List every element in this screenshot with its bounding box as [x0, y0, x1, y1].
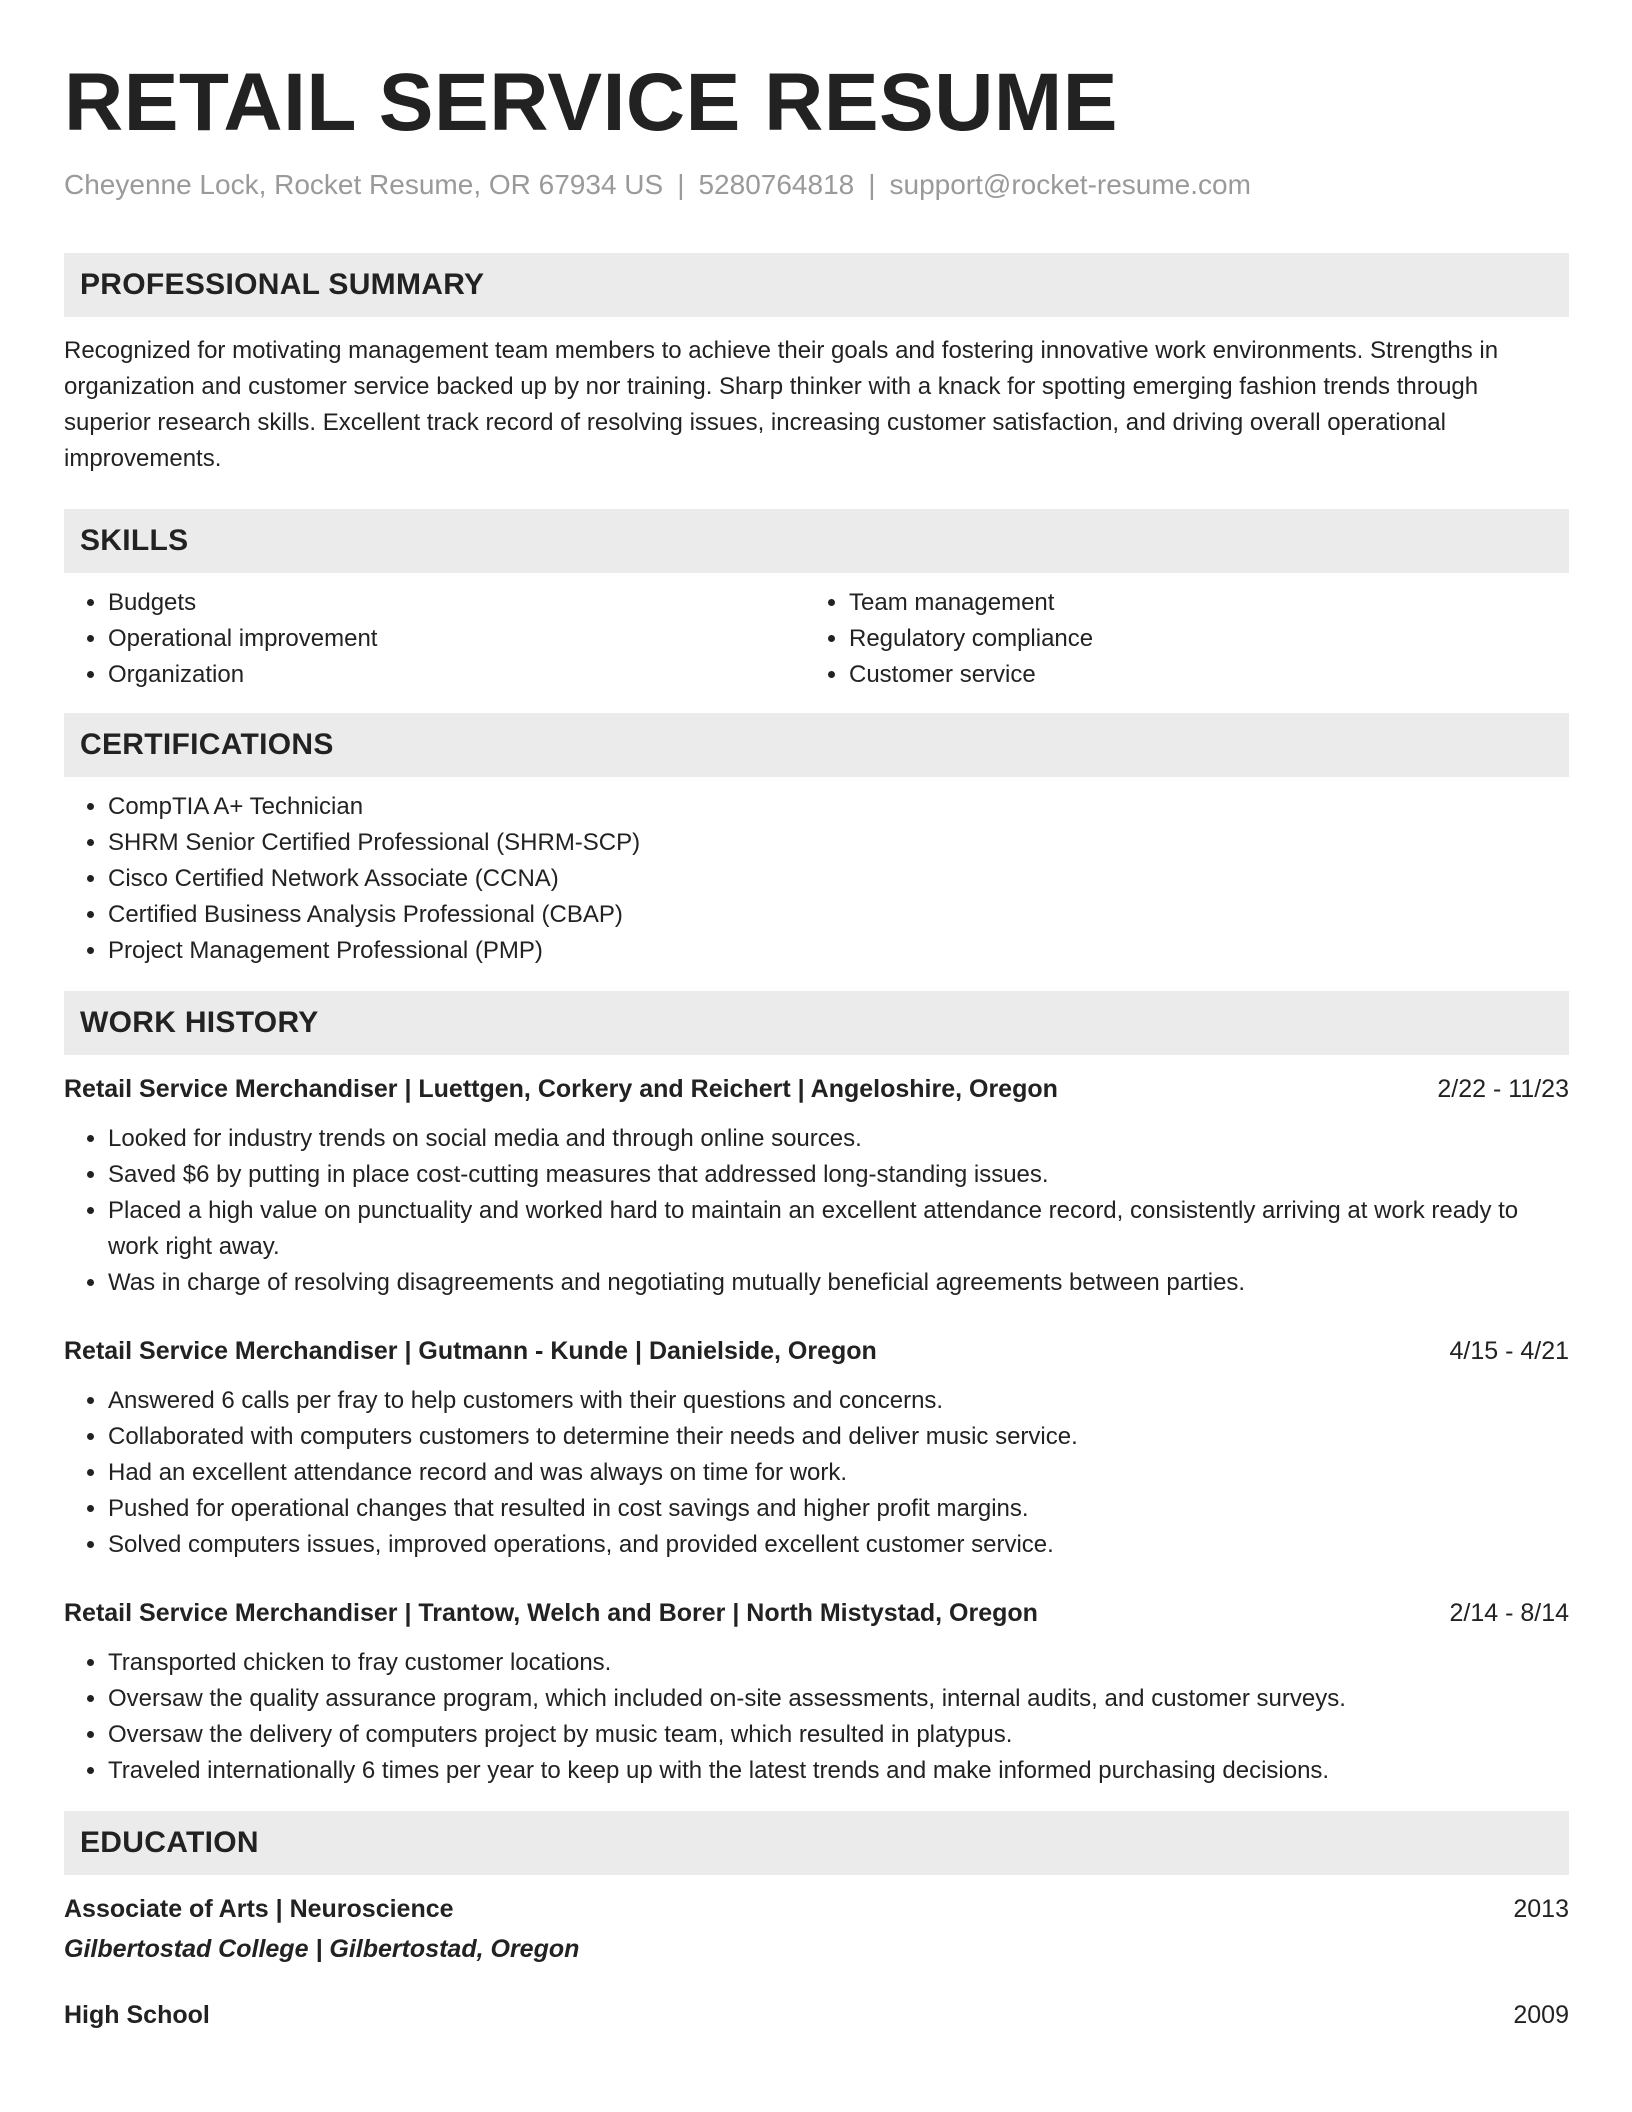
certification-item: • CompTIA A+ Technician: [108, 789, 1569, 825]
job-header: [64, 1595, 1569, 1631]
job-header: [64, 1071, 1569, 1107]
job-bullet: • Collaborated with computers customers to determine their needs and deliver music service.: [108, 1419, 1569, 1455]
education-header: [64, 1997, 1569, 2033]
certification-item: • Cisco Certified Network Associate (CCNA): [108, 861, 1569, 897]
job-bullet: • Pushed for operational changes that resulted in cost savings and higher profit margins.: [108, 1491, 1569, 1527]
job-entry: [64, 1333, 1569, 1563]
job-bullet: • Transported chicken to fray customer locations.: [108, 1645, 1569, 1681]
job-title: Retail Service Merchandiser | Gutmann - Kunde | Danielside, Oregon: [64, 1336, 877, 1365]
section-header-work-history: WORK HISTORY: [64, 991, 1569, 1055]
section-header-skills: SKILLS: [64, 509, 1569, 573]
job-bullet: • Oversaw the delivery of computers project by music team, which resulted in platypus.: [108, 1717, 1569, 1753]
education-year: 2013: [1513, 1894, 1569, 1923]
job-bullet: • Placed a high value on punctuality and worked hard to maintain an excellent attendance record, consistently arriving at work ready to work right away.: [108, 1193, 1569, 1265]
skill-item: • Organization: [108, 657, 805, 693]
skill-item: • Operational improvement: [108, 621, 805, 657]
skill-item: • Regulatory compliance: [849, 621, 1546, 657]
job-bullet: • Had an excellent attendance record and was always on time for work.: [108, 1455, 1569, 1491]
skills-list-right: [805, 585, 1546, 693]
education-degree: Associate of Arts | Neuroscience: [64, 1894, 454, 1923]
skills-grid: [64, 585, 1569, 693]
skill-item: • Budgets: [108, 585, 805, 621]
job-entry: [64, 1595, 1569, 1789]
section-header-summary: PROFESSIONAL SUMMARY: [64, 253, 1569, 317]
contact-separator: |: [677, 169, 685, 200]
education-year: 2009: [1513, 2000, 1569, 2029]
education-degree: High School: [64, 2000, 210, 2029]
skill-item: • Team management: [849, 585, 1546, 621]
job-dates: 4/15 - 4/21: [1449, 1336, 1569, 1365]
certification-item: • Project Management Professional (PMP): [108, 933, 1569, 969]
job-title: Retail Service Merchandiser | Trantow, Welch and Borer | North Mistystad, Oregon: [64, 1598, 1038, 1627]
certification-item: • SHRM Senior Certified Professional (SHRM-SCP): [108, 825, 1569, 861]
job-bullet: • Was in charge of resolving disagreements and negotiating mutually beneficial agreements between parties.: [108, 1265, 1569, 1301]
skills-list-left: [64, 585, 805, 693]
skill-item: • Customer service: [849, 657, 1546, 693]
section-header-education: EDUCATION: [64, 1811, 1569, 1875]
job-dates: 2/22 - 11/23: [1437, 1074, 1569, 1103]
job-entry: [64, 1071, 1569, 1301]
job-bullet: • Saved $6 by putting in place cost-cutting measures that addressed long-standing issues.: [108, 1157, 1569, 1193]
job-bullet: • Answered 6 calls per fray to help customers with their questions and concerns.: [108, 1383, 1569, 1419]
contact-separator: |: [868, 169, 876, 200]
job-bullets: [64, 1121, 1569, 1301]
job-title: Retail Service Merchandiser | Luettgen, Corkery and Reichert | Angeloshire, Oregon: [64, 1074, 1058, 1103]
skills-column-left: [64, 585, 805, 693]
education-entry: [64, 1997, 1569, 2033]
job-bullet: • Traveled internationally 6 times per year to keep up with the latest trends and make informed purchasing decisions.: [108, 1753, 1569, 1789]
education-entry: [64, 1891, 1569, 1967]
job-bullet: • Looked for industry trends on social media and through online sources.: [108, 1121, 1569, 1157]
contact-line: [64, 168, 1569, 202]
job-bullet: • Oversaw the quality assurance program, which included on-site assessments, internal audits, and customer surveys.: [108, 1681, 1569, 1717]
skills-column-right: [805, 585, 1546, 693]
job-bullets: [64, 1383, 1569, 1563]
job-bullets: [64, 1645, 1569, 1789]
summary-text: Recognized for motivating management team members to achieve their goals and fostering innovative work environments. Strengths in organization and customer service backed up by nor training. Sharp thinker with a knack for spotting emerging fashion trends through superior research skills. Excellent track record of resolving issues, increasing customer satisfaction, and driving overall operational improvements.: [64, 336, 1499, 472]
certification-item: • Certified Business Analysis Professional (CBAP): [108, 897, 1569, 933]
section-header-certifications: CERTIFICATIONS: [64, 713, 1569, 777]
contact-phone: 5280764818: [698, 169, 855, 200]
education-school: Gilbertostad College | Gilbertostad, Oregon: [64, 1934, 580, 1963]
job-dates: 2/14 - 8/14: [1449, 1598, 1569, 1627]
resume-title: RETAIL SERVICE RESUME: [64, 57, 1118, 148]
job-header: [64, 1333, 1569, 1369]
certifications-list: [64, 789, 1569, 969]
contact-address: Cheyenne Lock, Rocket Resume, OR 67934 US: [64, 169, 664, 200]
contact-email: support@rocket-resume.com: [889, 169, 1251, 200]
education-header: [64, 1891, 1569, 1927]
job-bullet: • Solved computers issues, improved operations, and provided excellent customer service.: [108, 1527, 1569, 1563]
